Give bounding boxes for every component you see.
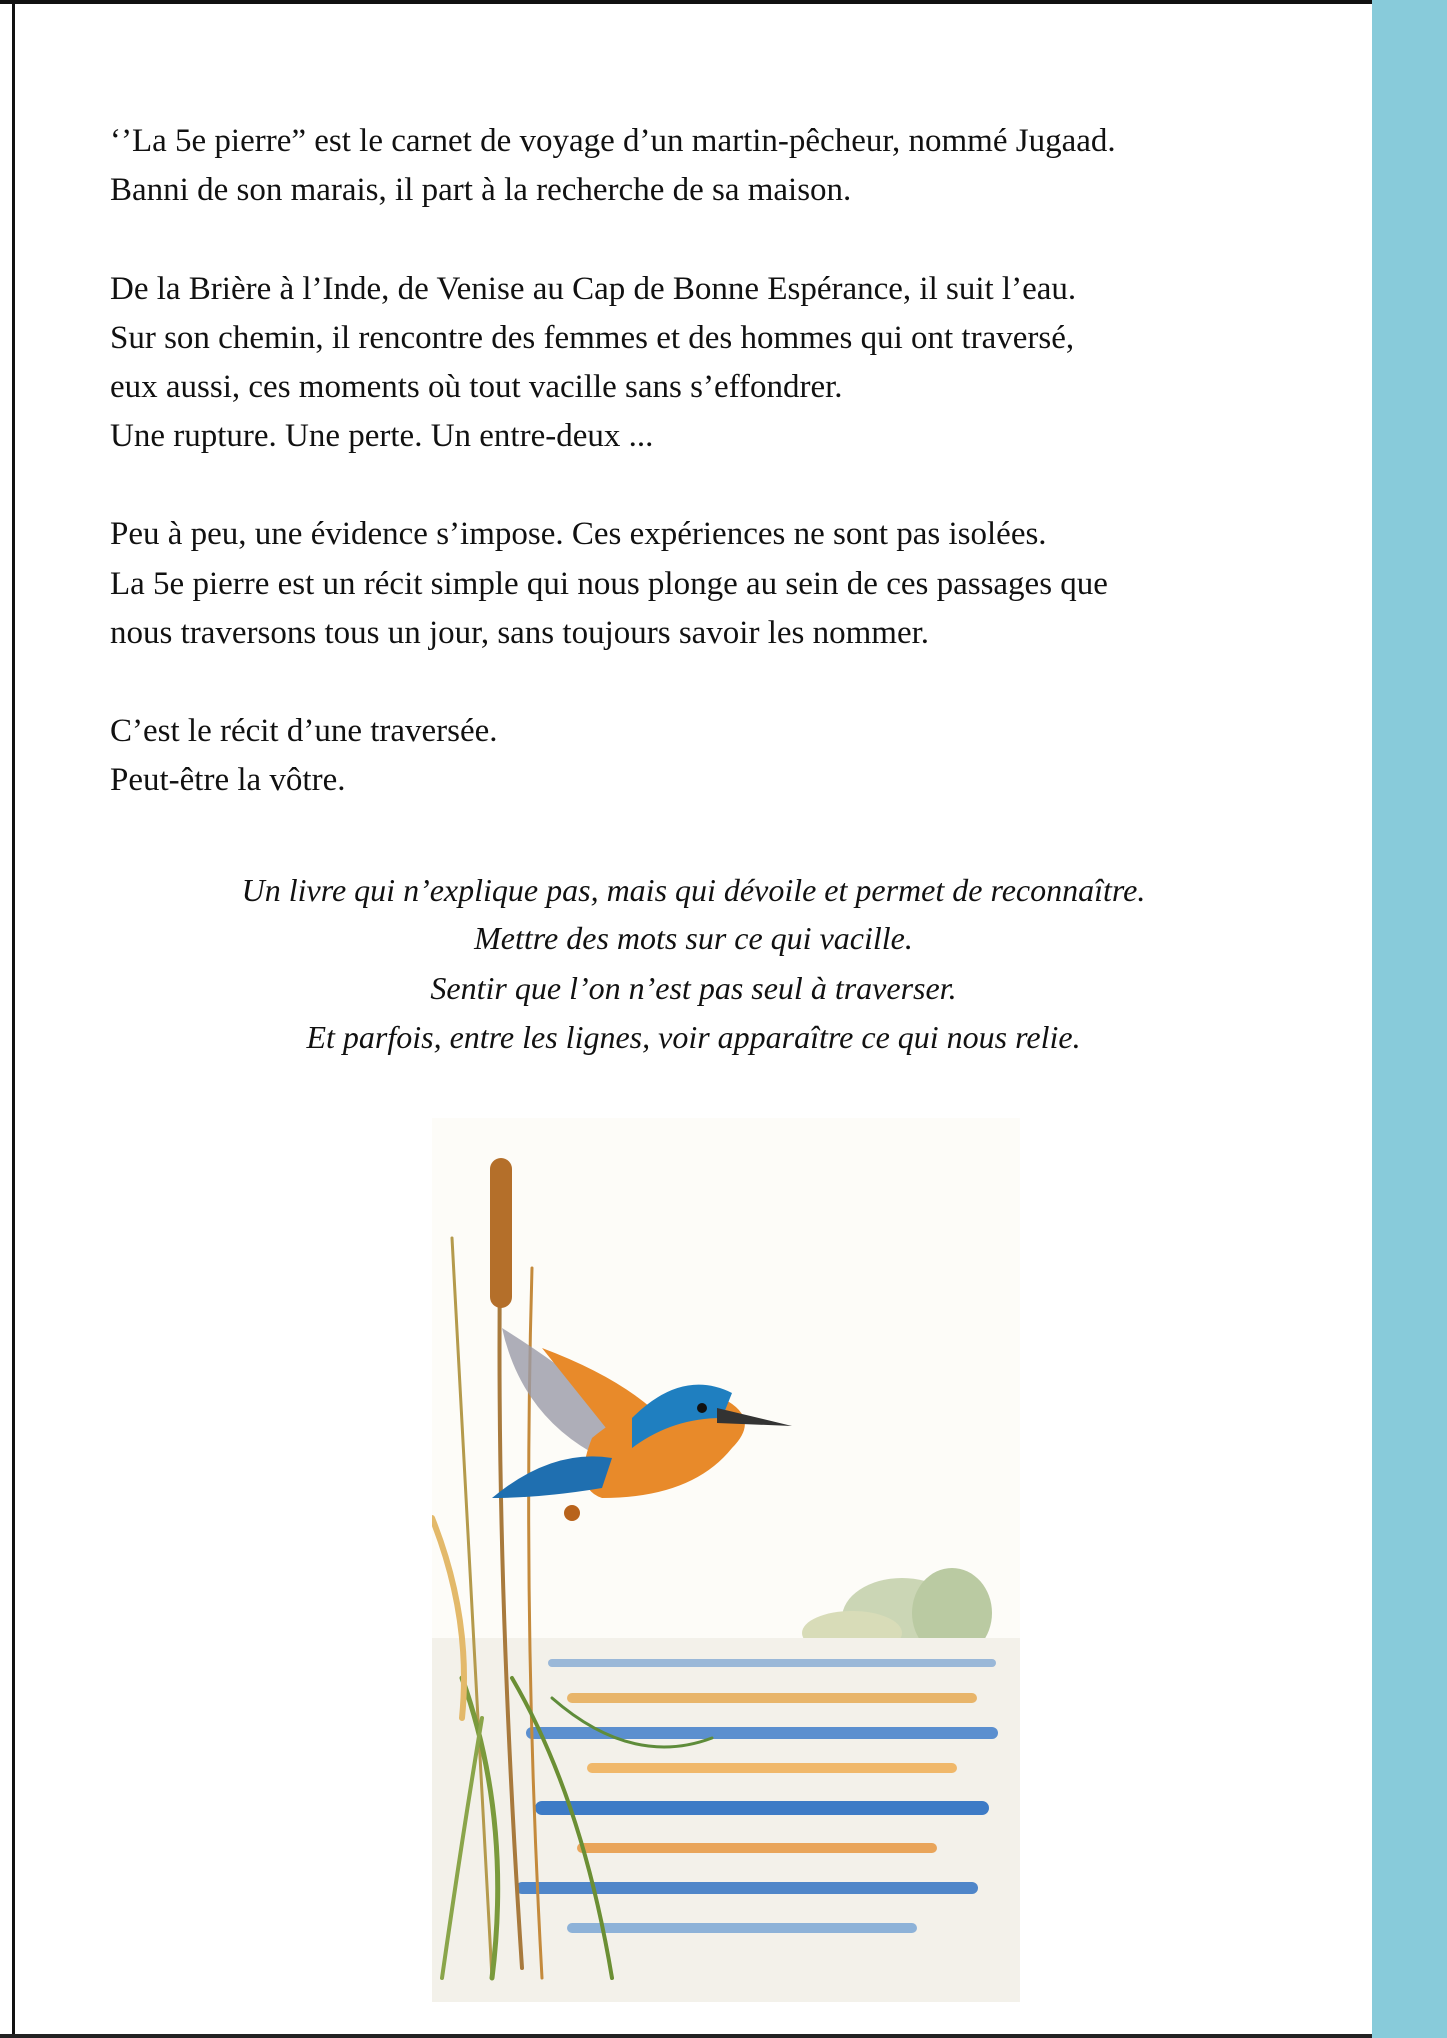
text-line: ‘’La 5e pierre” est le carnet de voyage d’un martin-pêcheur, nommé Jugaad. [110, 123, 1116, 159]
text-line: nous traversons tous un jour, sans toujours savoir les nommer. [110, 615, 930, 651]
text-line: C’est le récit d’une traversée. [110, 713, 498, 749]
text-line: Une rupture. Une perte. Un entre-deux ... [110, 418, 654, 454]
text-line: Banni de son marais, il part à la recherche de sa maison. [110, 172, 852, 208]
text-line: Peu à peu, une évidence s’impose. Ces expériences ne sont pas isolées. [110, 516, 1047, 552]
side-panel [1372, 0, 1447, 2038]
quote-line: Et parfois, entre les lignes, voir apparaître ce qui nous relie. [306, 1019, 1081, 1055]
text-line: Peut-être la vôtre. [110, 762, 346, 798]
quote-line: Sentir que l’on n’est pas seul à traverser. [430, 970, 957, 1006]
text-line: De la Brière à l’Inde, de Venise au Cap de Bonne Espérance, il suit l’eau. [110, 271, 1077, 307]
page-border-top [0, 0, 1372, 4]
kingfisher-illustration [432, 1118, 1020, 2002]
page-border-bottom [0, 2034, 1372, 2038]
text-line: Sur son chemin, il rencontre des femmes et des hommes qui ont traversé, [110, 320, 1075, 356]
text-line: La 5e pierre est un récit simple qui nous plonge au sein de ces passages que [110, 566, 1108, 602]
text-line: eux aussi, ces moments où tout vacille sans s’effondrer. [110, 369, 843, 405]
quote-line: Mettre des mots sur ce qui vacille. [474, 920, 913, 956]
quote-line: Un livre qui n’explique pas, mais qui dévoile et permet de reconnaître. [241, 872, 1146, 908]
